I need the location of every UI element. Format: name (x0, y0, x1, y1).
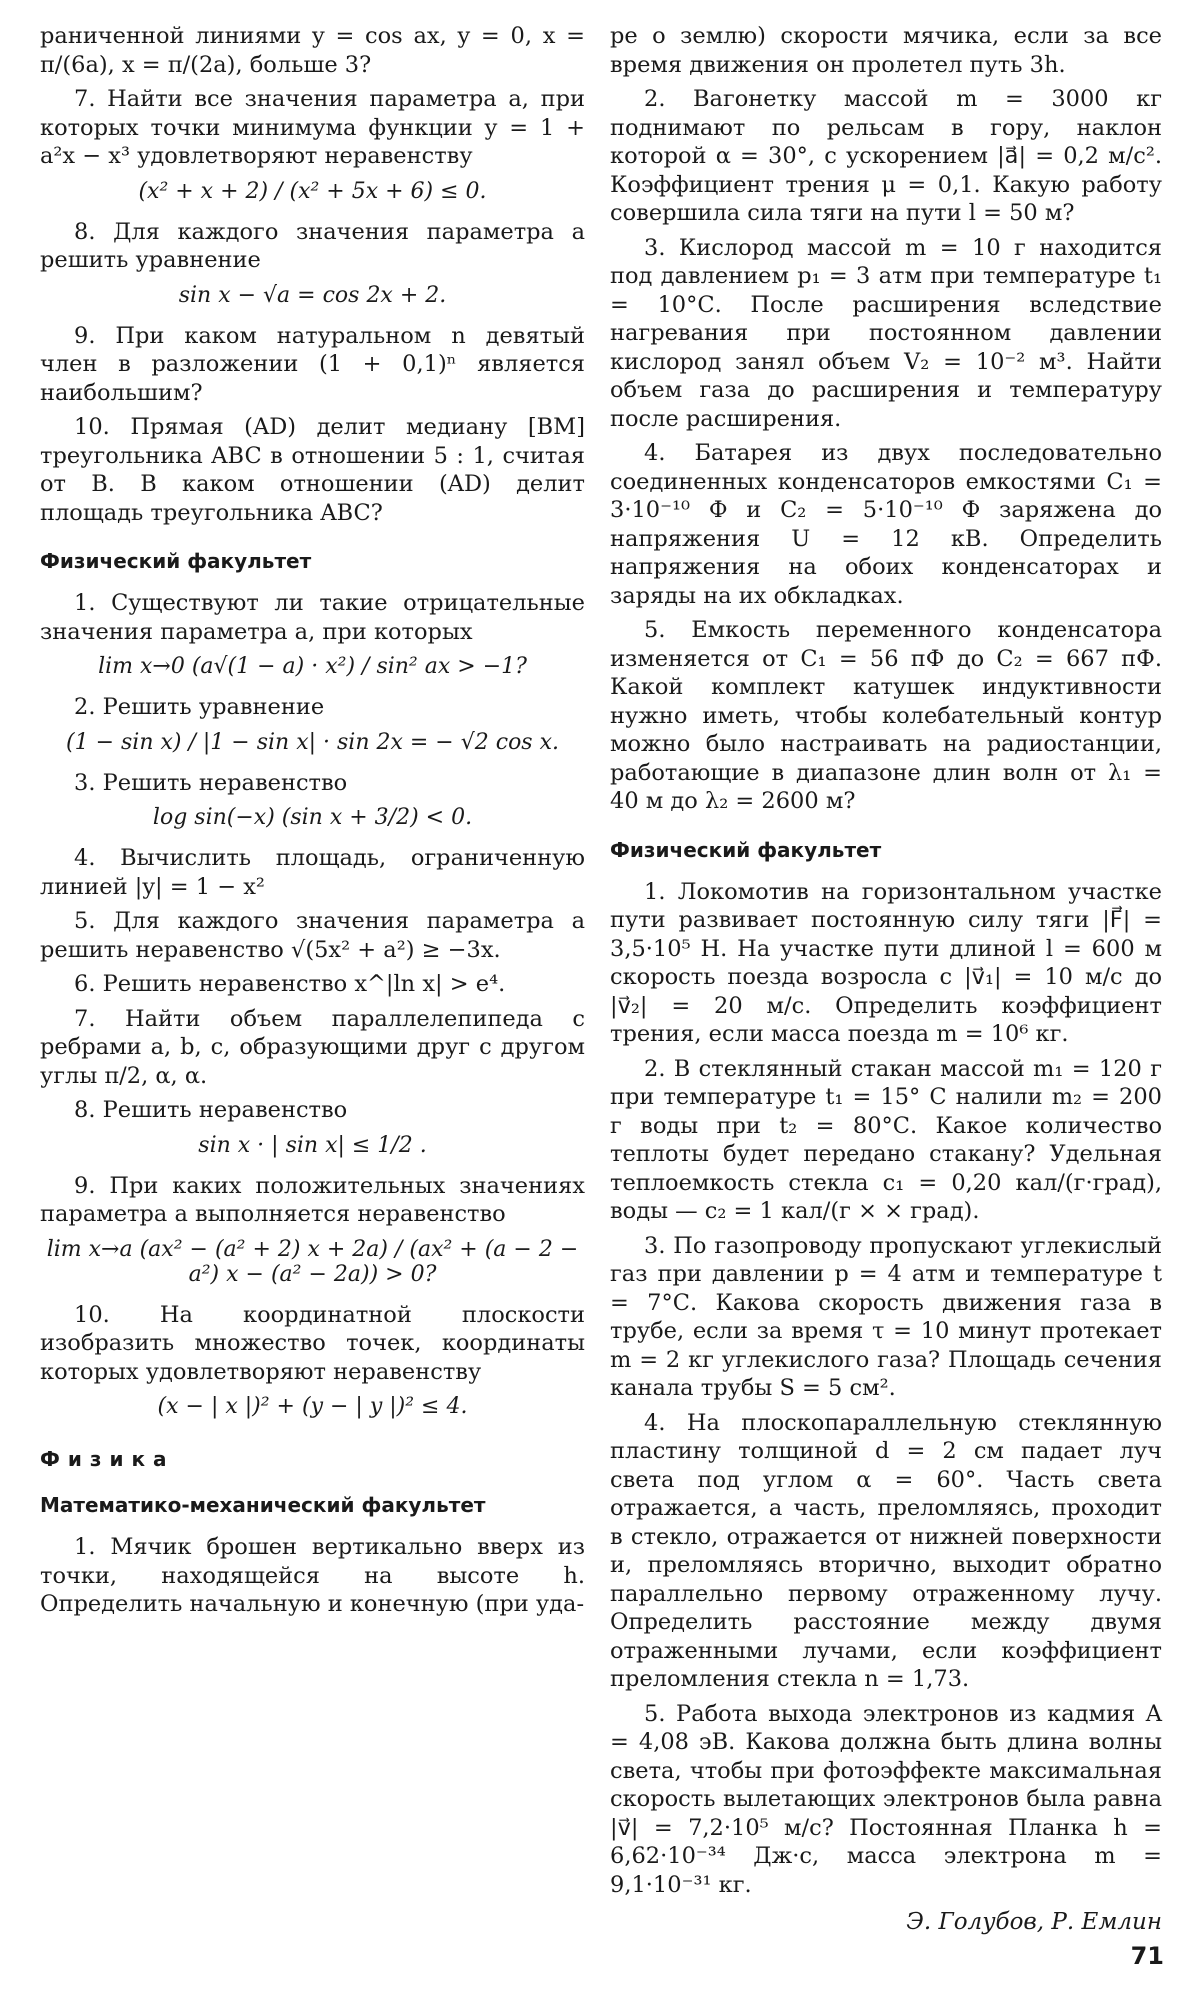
physfac-problem-5: 5. Работа выхода электронов из кадмия A = 4,08 эВ. Какова должна быть длина волны света, чтобы при фотоэффекте максимальная скорость вылетающих электронов была равна |v⃗| = 7,2·10⁵ м/с? Постоянная Планка h = 6,62·10⁻³⁴ Дж·с, масса электрона m = 9,1·10⁻³¹ кг. (610, 1700, 1162, 1898)
formula-7: (x² + x + 2) / (x² + 5x + 6) ≤ 0. (138, 178, 487, 204)
formula-q10: (x − | x |)² + (y − | y |)² ≤ 4. (157, 1394, 468, 1419)
page-number: 71 (1130, 1942, 1164, 1970)
problem-10: 10. Прямая (AD) делит медиану [BM] треугольника ABC в отношении 5 : 1, считая от B. В каком отношении (AD) делит площадь треугольника ABC? (40, 414, 585, 526)
formula-q3: log sin(−x) (sin x + 3/2) < 0. (152, 805, 473, 830)
mechmat-problem-4: 4. Батарея из двух последовательно соединенных конденсаторов емкостями C₁ = 3·10⁻¹⁰ Ф и C₂ = 5·10⁻¹⁰ Ф заряжена до напряжения U = 12 кВ. Определить напряжения на обоих конденсаторах и заряды на их обкладках. (610, 440, 1162, 609)
question-1: 1. Существуют ли такие отрицательные значения параметра a, при которых (40, 590, 585, 645)
problem-9: 9. При каком натуральном n девятый член в разложении (1 + 0,1)ⁿ является наибольшим? (40, 322, 585, 406)
section-heading-physics: Физика (40, 1447, 175, 1471)
section-heading-physics-faculty-2: Физический факультет (610, 837, 882, 862)
problem-8: 8. Для каждого значения параметра a решить уравнение (40, 218, 585, 273)
physfac-problem-1: 1. Локомотив на горизонтальном участке пути развивает постоянную силу тяги |F⃗| = 3,5·10⁵ Н. На участке пути длиной l = 600 м скорость поезда возросла с |v⃗₁| = 10 м/с до |v⃗₂| = 20 м/с. Определить коэффициент трения, если масса поезда m = 10⁶ кг. (610, 878, 1162, 1047)
mechmat-problem-1-continued: ре о землю) скорости мячика, если за все время движения он пролетел путь 3h. (610, 23, 1162, 78)
question-2: 2. Решить уравнение (74, 694, 325, 720)
question-3: 3. Решить неравенство (74, 769, 348, 796)
question-9: 9. При каких положительных значениях параметра a выполняется неравенство (40, 1172, 585, 1227)
mechmat-problem-1: 1. Мячик брошен вертикально вверх из точки, находящейся на высоте h. Определить начальную и конечную (при уда- (40, 1534, 585, 1617)
authors-signature: Э. Голубов, Р. Емлин (906, 1909, 1162, 1935)
question-4: 4. Вычислить площадь, ограниченную линией |y| = 1 − x² (40, 845, 585, 900)
question-5: 5. Для каждого значения параметра a решить неравенство √(5x² + a²) ≥ −3x. (40, 908, 585, 963)
mechmat-problem-5: 5. Емкость переменного конденсатора изменяется от C₁ = 56 пФ до C₂ = 667 пФ. Какой комплект катушек индуктивности нужно иметь, чтобы колебательный контур можно было настраивать на радиостанции, работающие в диапазоне длин волн от λ₁ = 40 м до λ₂ = 2600 м? (610, 617, 1162, 814)
physfac-problem-4: 4. На плоскопараллельную стеклянную пластину толщиной d = 2 см падает луч света под углом α = 60°. Часть света отражается, а часть, преломляясь, проходит в стекло, отражается от нижней поверхности и, преломляясь вторично, выходит обратно параллельно первому отраженному лучу. Определить расстояние между двумя отраженными лучами, если коэффициент преломления стекла n = 1,73. (610, 1409, 1162, 1692)
physfac-problem-2: 2. В стеклянный стакан массой m₁ = 120 г при температуре t₁ = 15° С налили m₂ = 200 г воды при t₂ = 80°С. Какое количество теплоты будет передано стакану? Удельная теплоемкость стекла c₁ = 0,20 кал/(г·град), воды — c₂ = 1 кал/(г × × град). (610, 1055, 1162, 1224)
question-8: 8. Решить неравенство (74, 1097, 348, 1123)
problem-text-intro: раниченной линиями y = cos ax, y = 0, x = π/(6a), x = π/(2a), больше 3? (40, 23, 585, 78)
question-6: 6. Решить неравенство x^|ln x| > e⁴. (74, 971, 506, 997)
mechmat-problem-2: 2. Вагонетку массой m = 3000 кг поднимают по рельсам в гору, наклон которой α = 30°, с ускорением |a⃗| = 0,2 м/с². Коэффициент трения μ = 0,1. Какую работу совершила сила тяги на пути l = 50 м? (610, 86, 1162, 226)
formula-8: sin x − √a = cos 2x + 2. (178, 282, 447, 308)
formula-q8: sin x · | sin x| ≤ 1/2 . (198, 1132, 427, 1158)
problem-7: 7. Найти все значения параметра a, при которых точки минимума функции y = 1 + a²x − x³ удовлетворяют неравенству (40, 86, 585, 169)
right-column (610, 22, 1162, 1935)
formula-q9: lim x→a (ax² − (a² + 2) x + 2a) / (ax² + (a − 2 − a²) x − (a² − 2a)) > 0? (46, 1236, 579, 1287)
section-heading-physics-faculty: Физический факультет (40, 549, 312, 573)
question-10: 10. На координатной плоскости изобразить множество точек, координаты которых удовлетворяют неравенству (40, 1301, 585, 1385)
left-column (40, 22, 585, 1625)
physfac-problem-3: 3. По газопроводу пропускают углекислый газ при давлении p = 4 атм и температуре t = 7°С. Какова скорость движения газа в трубе, если за время τ = 10 минут протекает m = 2 кг углекислого газа? Площадь сечения канала трубы S = 5 см². (610, 1232, 1162, 1401)
question-7: 7. Найти объем параллелепипеда с ребрами a, b, c, образующими друг с другом углы π/2, α, α. (40, 1005, 585, 1089)
formula-q1: lim x→0 (a√(1 − a) · x²) / sin² ax > −1? (98, 654, 527, 679)
mechmat-problem-3: 3. Кислород массой m = 10 г находится под давлением p₁ = 3 атм при температуре t₁ = 10°С. После расширения вследствие нагревания при постоянном давлении кислород занял объем V₂ = 10⁻² м³. Найти объем газа до расширения и температуру после расширения. (610, 234, 1162, 432)
formula-q2: (1 − sin x) / |1 − sin x| · sin 2x = − √2 cos x. (66, 729, 559, 755)
section-heading-mechmat: Математико-механический факультет (40, 1493, 486, 1517)
